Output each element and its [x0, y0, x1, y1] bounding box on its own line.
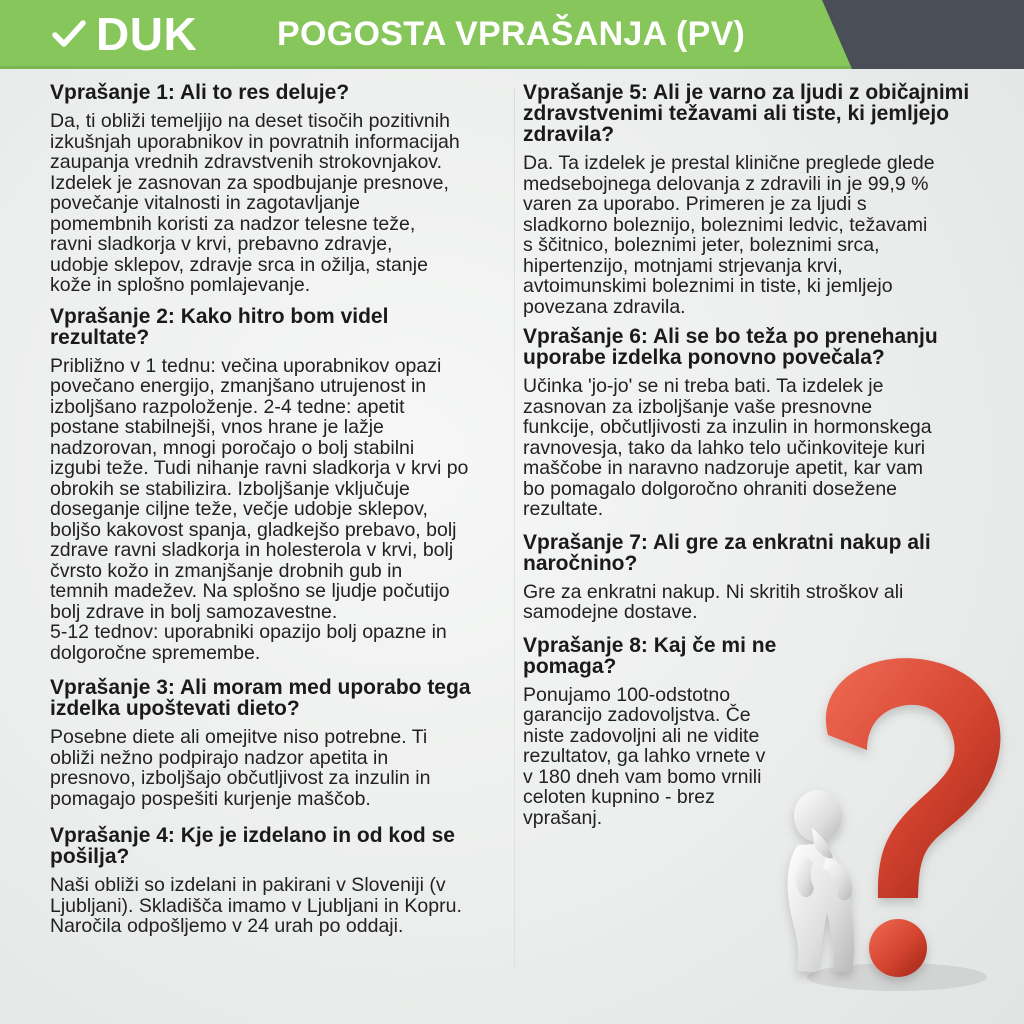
faq-item-1	[50, 82, 518, 296]
faq-answer-5: Da. Ta izdelek je prestal klinične preglede glede medsebojnega delovanja z zdravili in je 99,9 % varen za uporabo. Primeren je za ljudi s sladkorno boleznijo, boleznimi ledvic, težavami s ščitnico, boleznimi jeter, boleznimi srca, hipertenzijo, motnjami strjevanja krvi, avtoimunskimi boleznimi in tiste, ki jemljejo povezana zdravila.	[523, 152, 935, 318]
faq-question-7: Vprašanje 7: Ali gre za enkratni nakup ali naročnino?	[523, 530, 931, 575]
page-title: POGOSTA VPRAŠANJA (PV)	[277, 15, 746, 53]
faq-item-5	[523, 82, 998, 317]
faq-question-6: Vprašanje 6: Ali se bo teža po prenehanju uporabe izdelka ponovno povečala?	[523, 325, 938, 369]
faq-answer-3: Posebne diete ali omejitve niso potrebne. Ti obliži nežno podpirajo nadzor apetita in presnovo, izboljšajo občutljivost za inzulin in pomagajo pospešiti kurjenje maščob.	[50, 726, 431, 810]
faq-answer-1: Da, ti obliži temeljijo na deset tisočih pozitivnih izkušnjah uporabnikov in povratnih informacijah zaupanja vrednih zdravstvenih strokovnjakov. Izdelek je zasnovan za spodbujanje presnove, povečanje vitalnosti in zagotavljanje pomembnih koristi za nadzor telesne teže, ravni sladkorja v krvi, prebavno zdravje, udobje sklepov, zdravje srca in ožilja, stanje kože in splošno pomlajevanje.	[50, 110, 460, 296]
faq-item-6	[523, 326, 998, 520]
faq-answer-6: Učinka 'jo-jo' se ni treba bati. Ta izdelek je zasnovan za izboljšanje vaše presnovne funkcije, občutljivosti za inzulin in hormonskega ravnovesja, tako da lahko telo učinkoviteje kuri maščobe in naravno nadzoruje apetit, kar vam bo pomagalo dolgoročno ohraniti dosežene rezultate.	[523, 375, 932, 520]
faq-question-8: Vprašanje 8: Kaj če mi ne pomaga?	[523, 633, 777, 678]
check-icon	[52, 17, 86, 51]
faq-answer-8: Ponujamo 100-odstotno garancijo zadovoljstva. Če niste zadovoljni ali ne vidite rezultatov, ga lahko vrnete v v 180 dneh vam bomo vrnili celoten kupnino - brez vprašanj.	[523, 683, 766, 829]
brand	[52, 8, 197, 60]
faq-question-5: Vprašanje 5: Ali je varno za ljudi z običajnimi zdravstvenimi težavami ali tiste, ki jemljejo zdravila?	[523, 81, 970, 146]
header-bar	[0, 0, 1024, 69]
faq-answer-7: Gre za enkratni nakup. Ni skritih stroškov ali samodejne dostave.	[523, 580, 904, 623]
question-mark-thinking-figure-icon	[770, 652, 1020, 997]
faq-item-4	[50, 825, 518, 937]
faq-answer-2: Približno v 1 tednu: večina uporabnikov opazi povečano energijo, zmanjšano utrujenost in izboljšano razpoloženje. 2-4 tedne: apetit postane stabilnejši, vnos hrane je lažje nadzorovan, mnogi poročajo o bolj stabilni izgubi teže. Tudi nihanje ravni sladkorja v krvi po obrokih se stabilizira. Izboljšanje vključuje doseganje ciljne teže, večje udobje sklepov, boljšo kakovost spanja, gladkejšo prebavo, bolj zdrave ravni sladkorja in holesterola v krvi, bolj čvrsto kožo in zmanjšanje drobnih gub in temnih madežev. Na splošno se ljudje počutijo bolj zdrave in bolj samozavestne. 5-12 tednov: uporabniki opazijo bolj opazne in dolgoročne spremembe.	[50, 354, 469, 664]
faq-item-2	[50, 306, 518, 664]
faq-question-2: Vprašanje 2: Kako hitro bom videl rezultate?	[50, 304, 389, 349]
brand-name: DUK	[96, 8, 198, 60]
faq-answer-4: Naši obliži so izdelani in pakirani v Sloveniji (v Ljubljani). Skladišča imamo v Ljubljani in Kopru. Naročila odpošljemo v 24 urah po oddaji.	[50, 874, 462, 937]
faq-question-4: Vprašanje 4: Kje je izdelano in od kod se pošilja?	[50, 824, 455, 868]
faq-question-1: Vprašanje 1: Ali to res deluje?	[50, 81, 350, 104]
faq-question-3: Vprašanje 3: Ali moram med uporabo tega izdelka upoštevati dieto?	[50, 676, 471, 720]
faq-item-3	[50, 677, 518, 809]
faq-item-7	[523, 532, 998, 623]
left-column	[50, 82, 518, 949]
